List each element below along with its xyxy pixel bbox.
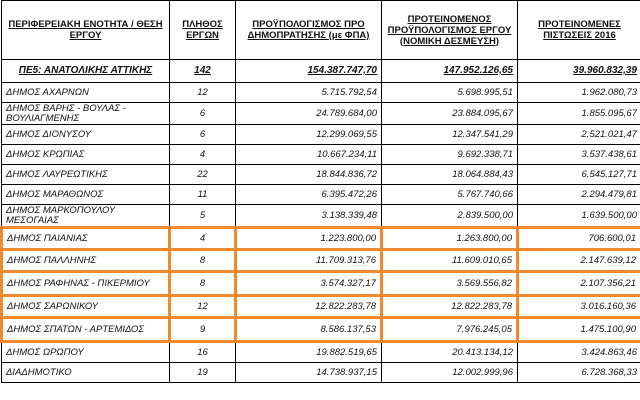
header-budget: ΠΡΟΫΠΟΛΟΓΙΣΜΟΣ ΠΡΟ ΔΗΜΟΠΡΑΤΗΣΗΣ (με ΦΠΑ) [236, 1, 382, 60]
municipality-name: ΔΗΜΟΣ ΚΡΩΠΙΑΣ [2, 145, 170, 165]
municipality-name: ΔΗΜΟΣ ΔΙΟΝΥΣΟΥ [2, 125, 170, 145]
table-row [2, 125, 640, 145]
table-row [2, 296, 640, 318]
table-row [2, 363, 640, 383]
table-row [2, 145, 640, 165]
table-row [2, 185, 640, 205]
municipality-name: ΔΗΜΟΣ ΣΠΑΤΩΝ - ΑΡΤΕΜΙΔΟΣ [2, 318, 170, 342]
credits-value: 706.600,01 [518, 228, 640, 250]
municipality-name: ΔΗΜΟΣ ΩΡΩΠΟΥ [2, 342, 170, 363]
credits-value: 3.537.438,61 [518, 145, 640, 165]
project-count: 9 [170, 318, 236, 342]
municipality-name: ΔΗΜΟΣ ΑΧΑΡΝΩΝ [2, 83, 170, 103]
municipality-name: ΔΗΜΟΣ ΠΑΙΑΝΙΑΣ [2, 228, 170, 250]
budget-value: 6.395.472,26 [236, 185, 382, 205]
proposed-value: 3.569.556,82 [382, 272, 518, 296]
credits-value: 1.475.100,90 [518, 318, 640, 342]
total-budget: 154.387.747,70 [236, 60, 382, 83]
municipality-name: ΔΗΜΟΣ ΡΑΦΗΝΑΣ - ΠΙΚΕΡΜΙΟΥ [2, 272, 170, 296]
proposed-value: 11.609.010,65 [382, 250, 518, 272]
budget-value: 14.738.937,15 [236, 363, 382, 383]
credits-value: 2.107.356,21 [518, 272, 640, 296]
credits-value: 6.545.127,71 [518, 165, 640, 185]
proposed-value: 12.002.999,96 [382, 363, 518, 383]
municipality-name: ΔΗΜΟΣ ΣΑΡΩΝΙΚΟΥ [2, 296, 170, 318]
table-row [2, 342, 640, 363]
municipality-name: ΔΗΜΟΣ ΠΑΛΛΗΝΗΣ [2, 250, 170, 272]
municipality-name: ΔΗΜΟΣ ΜΑΡΑΘΩΝΟΣ [2, 185, 170, 205]
credits-value: 3.016.160,36 [518, 296, 640, 318]
total-name: ΠΕ5: ΑΝΑΤΟΛΙΚΗΣ ΑΤΤΙΚΗΣ [2, 60, 170, 83]
budget-value: 5.715.792,54 [236, 83, 382, 103]
table-row [2, 272, 640, 296]
proposed-value: 20.413.134,12 [382, 342, 518, 363]
budget-value: 18.844.836,72 [236, 165, 382, 185]
project-count: 12 [170, 83, 236, 103]
credits-value: 3.424.863,46 [518, 342, 640, 363]
budget-value: 12.822.283,78 [236, 296, 382, 318]
municipality-name: ΔΗΜΟΣ ΜΑΡΚΟΠΟΥΛΟΥ ΜΕΣΟΓΑΙΑΣ [2, 205, 170, 228]
budget-value: 19.882.519,65 [236, 342, 382, 363]
municipality-name: ΔΗΜΟΣ ΛΑΥΡΕΩΤΙΚΗΣ [2, 165, 170, 185]
proposed-value: 18.064.884,43 [382, 165, 518, 185]
credits-value: 2.521.021,47 [518, 125, 640, 145]
table-row [2, 228, 640, 250]
municipality-name: ΔΙΑΔΗΜΟΤΙΚΟ [2, 363, 170, 383]
budget-value: 11.709.313,76 [236, 250, 382, 272]
table-row [2, 250, 640, 272]
budget-value: 1.223.800,00 [236, 228, 382, 250]
project-count: 19 [170, 363, 236, 383]
budget-value: 24.789.684,00 [236, 103, 382, 125]
project-count: 8 [170, 250, 236, 272]
budget-value: 10.667.234,11 [236, 145, 382, 165]
budget-value: 8.586.137,53 [236, 318, 382, 342]
credits-value: 1.855.095,67 [518, 103, 640, 125]
municipality-name: ΔΗΜΟΣ ΒΑΡΗΣ - ΒΟΥΛΑΣ - ΒΟΥΛΙΑΓΜΕΝΗΣ [2, 103, 170, 125]
project-count: 22 [170, 165, 236, 185]
project-count: 6 [170, 125, 236, 145]
header-count: ΠΛΗΘΟΣ ΕΡΓΩΝ [170, 1, 236, 60]
table-row [2, 103, 640, 125]
proposed-value: 2.839.500,00 [382, 205, 518, 228]
header-row [2, 1, 640, 60]
credits-value: 1.962.080,73 [518, 83, 640, 103]
project-count: 16 [170, 342, 236, 363]
proposed-value: 5.767.740,66 [382, 185, 518, 205]
proposed-value: 1.263.800,00 [382, 228, 518, 250]
project-count: 4 [170, 228, 236, 250]
budget-value: 12.299.069,55 [236, 125, 382, 145]
credits-value: 6.728.368,33 [518, 363, 640, 383]
total-credits: 39.960.832,39 [518, 60, 640, 83]
project-count: 6 [170, 103, 236, 125]
project-count: 11 [170, 185, 236, 205]
table-row [2, 205, 640, 228]
proposed-value: 9.692.338,71 [382, 145, 518, 165]
project-count: 12 [170, 296, 236, 318]
credits-value: 1.639.500,00 [518, 205, 640, 228]
header-credits: ΠΡΟΤΕΙΝΟΜΕΝΕΣ ΠΙΣΤΩΣΕΙΣ 2016 [518, 1, 640, 60]
proposed-value: 7.976.245,05 [382, 318, 518, 342]
total-row [2, 60, 640, 83]
project-count: 5 [170, 205, 236, 228]
budget-value: 3.138.339,48 [236, 205, 382, 228]
proposed-value: 23.884.095,67 [382, 103, 518, 125]
credits-value: 2.147.639,12 [518, 250, 640, 272]
project-count: 8 [170, 272, 236, 296]
table-row [2, 165, 640, 185]
proposed-value: 5.698.995,51 [382, 83, 518, 103]
total-count: 142 [170, 60, 236, 83]
proposed-value: 12.347.541,29 [382, 125, 518, 145]
header-region: ΠΕΡΙΦΕΡΕΙΑΚΗ ΕΝΟΤΗΤΑ / ΘΕΣΗ ΕΡΓΟΥ [2, 1, 170, 60]
table-row [2, 318, 640, 342]
project-count: 4 [170, 145, 236, 165]
proposed-value: 12.822.283,78 [382, 296, 518, 318]
budget-value: 3.574.327,17 [236, 272, 382, 296]
total-proposed: 147.952.126,65 [382, 60, 518, 83]
credits-value: 2.294.479,81 [518, 185, 640, 205]
header-proposed-budget: ΠΡΟΤΕΙΝΟΜΕΝΟΣ ΠΡΟΫΠΟΛΟΓΙΣΜΟΣ ΕΡΓΟΥ (ΝΟΜΙΚΗ ΔΕΣΜΕΥΣΗ) [382, 1, 518, 60]
table-row [2, 83, 640, 103]
